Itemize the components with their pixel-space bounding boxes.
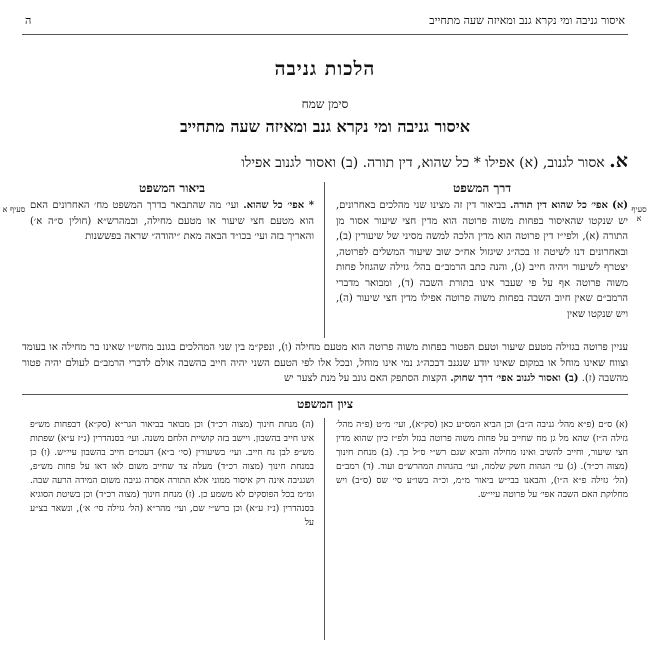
footnote-rule bbox=[22, 394, 628, 395]
right-column-text bbox=[336, 198, 628, 339]
left-margin-note: סעיף א bbox=[2, 205, 26, 214]
footnote-divider bbox=[324, 418, 325, 640]
left-column-body: ועי׳ מה שהתבאר בדרך המשפט מח׳ האחרונים האם הוא מטעם חצי שיעור או מטעם מחילה, ובמהרש״א (חולין ס״ה א׳) והאריך בזה ועי׳ בכו״ד הבאה מאת ״יהודה״ שראה בפששנות bbox=[30, 200, 314, 242]
footnotes-right-text: (א) ס״ם (פ״א מהל׳ גניבה ה״ב) וכן הביא המס״ע כאן (סק״א), ועי׳ מ״ט (פ״ה מהל׳ גזילה ה״ז) שהא מל גן מח שחייב על פחות משוה פרוטה בגזל ולפ״ז כיון שהוא מדין חצי שיעור, וחייב להשיב ואינו מחילה והביא שגם רש״י ס״ל כך. (ב) מנחת חינוך (מצוה רכ״ד). (ג) עי׳ הגהות חשק שלמה, ועי׳ בהגהות המהרש״ם ועוד. (ד) רמב״ם (הל׳ גזילה פ״א ה״ו), והבאנו בבי״ש ביאור מ״מ, וכ״ה בשו״ע סי׳ שס (ס״ב) ויש מחלוקת האם השבה אפי׳ על פרוטה עיי״ש. bbox=[336, 420, 628, 500]
right-margin-note: סעיף א bbox=[631, 205, 647, 223]
running-header bbox=[25, 14, 625, 30]
opening-text: אסור לגנוב, (א) אפילו * כל שהוא, דין תורה. (ב) ואסור לגנוב אפילו bbox=[241, 155, 605, 171]
footnotes-left-text: (ה) מנחת חינוך (מצוה רכ״ד) וכן מבואר בביאור הגר״א (סק״א) דבפחות מש״פ אינו חייב בהשבון. ויישב בזה קושיית הלחם משנה. ועי׳ בסנהדרין (נ״ז ע״א) שפתות מש״פ לבן נח חייב. ועי׳ בשיעורין (סי׳ ב״א) דעכו״ם חייב בהשבון עיי״ש. (ו) כן במנחת חינוך (מצוה רכ״ד) מעלה צד שחייב משום לאו דאו על פחות מש״פ, ושגניבה אינה רק איסור ממוני אלא התורה אסרה גניבה משום המידה הרעה שבה. ומ״מ בכל הפוסקים לא משמע כן. (ז) מנחת חינוך (מצוה רכ״ד) וכן בשיטת הסוגיא בסנהדרין (נ״ז ע״א) וכן ברש״י שם, ועי׳ מהר״א (הל׳ גזילה סי׳ א׳), ונשאר בצ״ע על bbox=[30, 420, 314, 528]
left-column-lead: * אפי׳ כל שהוא. bbox=[243, 200, 314, 211]
header-rule bbox=[22, 34, 628, 35]
page-number: ה bbox=[25, 14, 32, 27]
footnotes-left bbox=[30, 418, 314, 640]
left-column-heading: ביאור המשפט bbox=[138, 181, 206, 195]
siman-number: סימן שמח bbox=[301, 97, 349, 111]
right-column-lead: (א) אפי׳ כל שהוא דין תורה. bbox=[509, 200, 628, 211]
right-column-heading: דרך המשפט bbox=[452, 181, 512, 195]
opening-line bbox=[22, 150, 628, 173]
siman-title: איסור גניבה ומי נקרא גנב ומאיזה שעה מתחייב bbox=[179, 117, 471, 136]
running-title: איסור גניבה ומי נקרא גנב ומאיזה שעה מתחייב bbox=[429, 14, 625, 27]
right-column-body: בביאור דין זה מצינו שני מהלכים באחרונים, יש שנקטו שהאיסור בפחות משוה פרוטה הוא מדין חצי שיעור אסור מן התורה (א), ולפי״ז דין פרוטה הוא מדין הלכה למשה מסיני של שיעורין (ב), ובאחרונים דנו לשיטה זו בכה״ג שיגזול אח״כ שוב שיעור המשלים לפרוטה, יצטרף לשיעור ויהיה חייב (ג), והנה כתב הרמב״ם בהל׳ גזילה שהגוזל פחות משוה פרוטה אף על פי שעבר אינו בתורת השבה (ד), ומבואר מדברי הרמב״ם שאין חיוב השבה בפחות משוה פרוטה אפילו מדין חצי שיעור (ה), ויש שנקטו שאין bbox=[336, 200, 628, 320]
full-width-lead: (ב) ואסור לגנוב אפי׳ דרך שחוק. bbox=[450, 373, 579, 384]
full-width-body-2: הקצות הסתפק האם גונב על מנת לצער יש bbox=[283, 373, 448, 384]
chapter-title: הלכות גניבה bbox=[274, 58, 376, 80]
full-width-text bbox=[22, 340, 628, 395]
full-width-body: עניין פרוטה בגזילה מטעם שיעור וטעם הפטור בפחות משוה פרוטה הוא מטעם מחילה (ו), ונפק״מ בין שני המהלכים בגונב מחש״ו שאינו בר מחילה או בעומד וצווח שאינו מוחל או במקום שאינו יודע שנגנב דבכה״ג נמי אינו מוחל, ובכל אלו לפי הטעם השני יהיה חייב בהשבה אולם לדברי הרמב״ם לעולם יהיה פטור מהשבה (ז). bbox=[22, 342, 628, 384]
column-divider bbox=[324, 182, 325, 338]
seif-letter: א. bbox=[609, 150, 628, 172]
footnotes-heading: ציון המשפט bbox=[296, 397, 354, 411]
left-column-text bbox=[30, 198, 314, 339]
footnotes-right bbox=[336, 418, 628, 640]
